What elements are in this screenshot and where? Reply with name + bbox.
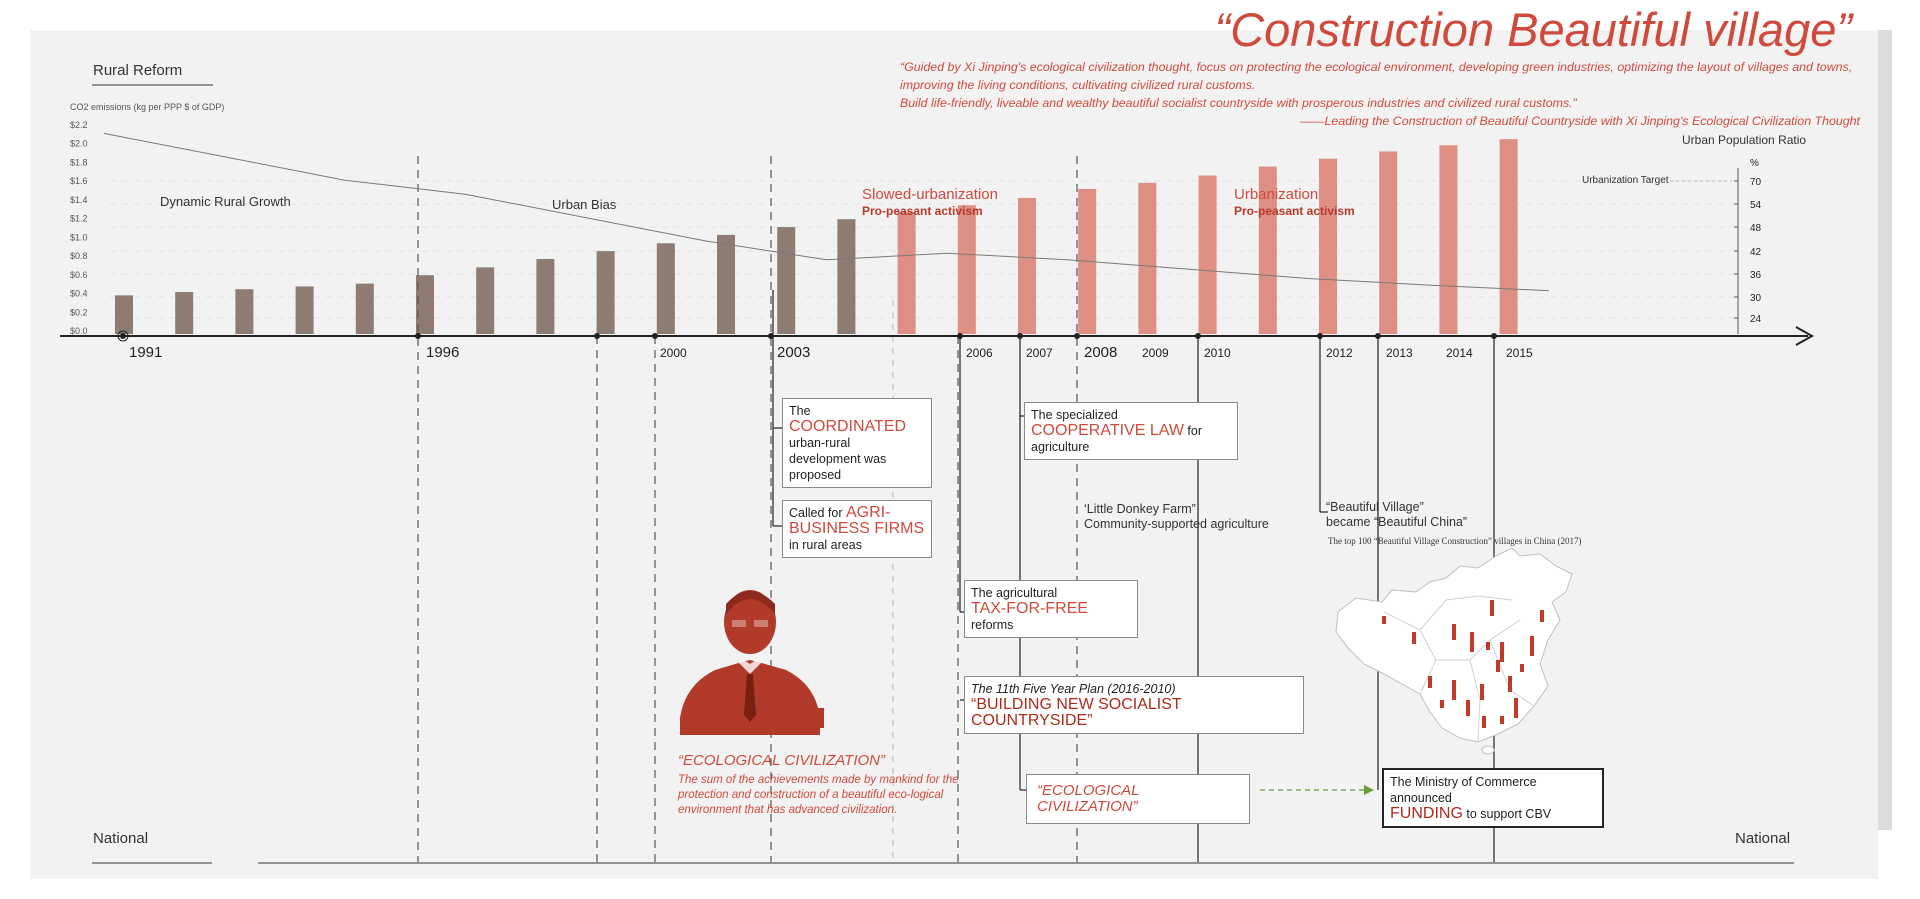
eco-caption-title: “ECOLOGICAL CIVILIZATION” (678, 752, 885, 769)
bar-2011 (1319, 159, 1337, 334)
bar-2009 (1199, 176, 1217, 334)
page-title: “Construction Beautiful village” (1214, 3, 1852, 56)
event-text: for agriculture (1031, 424, 1202, 454)
event-highlight: COOPERATIVE LAW (1031, 422, 1184, 439)
year-label-2007: 2007 (1026, 346, 1053, 360)
policy-quote (900, 58, 1860, 130)
village-marker (1500, 716, 1504, 724)
era-urbanization (1234, 186, 1355, 220)
event-text: to support CBV (1462, 807, 1552, 821)
event-text: The 11th Five Year Plan (2016-2010) (971, 682, 1176, 696)
eco-caption-description: The sum of the achievements made by mankind for the protection and construction of a beautiful eco-logical environment that has advanced civilization. (678, 774, 959, 816)
year-label-2014: 2014 (1446, 346, 1473, 360)
event-text: The specialized (1031, 408, 1118, 422)
bar-1997 (476, 267, 494, 334)
right-tick-label: 24 (1750, 314, 1762, 325)
year-label-2010: 2010 (1204, 346, 1231, 360)
village-marker (1470, 632, 1474, 652)
left-tick-label: $0.2 (70, 307, 88, 318)
event-ecological-civilization (1026, 774, 1250, 824)
left-tick-label: $1.4 (70, 194, 88, 205)
leader-portrait-icon (680, 590, 824, 735)
village-marker (1500, 642, 1504, 662)
left-tick-label: $2.2 (70, 120, 88, 130)
section-label-national-left: National (93, 830, 149, 847)
village-marker (1480, 684, 1484, 700)
event-commerce-funding (1382, 768, 1604, 828)
left-tick-label: $0.4 (70, 288, 88, 299)
bar-1996 (416, 275, 434, 334)
year-label-2006: 2006 (966, 346, 993, 360)
village-marker (1412, 632, 1416, 644)
year-label-2013: 2013 (1386, 346, 1413, 360)
eco-to-funding-arrowhead-icon (1364, 785, 1374, 795)
left-axis-label: CO2 emissions (kg per PPP $ of GDP) (70, 102, 225, 112)
bar-1995 (356, 284, 374, 334)
left-tick-label: $0.6 (70, 269, 88, 280)
year-label-2000: 2000 (660, 346, 687, 360)
bar-2004 (898, 212, 916, 334)
bar-2008 (1138, 183, 1156, 334)
village-marker (1486, 642, 1490, 650)
era-dynamic-rural-growth: Dynamic Rural Growth (160, 194, 291, 209)
event-tax-for-free (964, 580, 1138, 638)
era-slowed-urbanization (862, 186, 998, 220)
year-label-2015: 2015 (1506, 346, 1533, 360)
event-highlight: “BUILDING NEW SOCIALIST COUNTRYSIDE” (971, 696, 1182, 729)
event-little-donkey-farm (1084, 502, 1269, 532)
village-marker (1508, 676, 1512, 692)
quote-line-2: Build life-friendly, liveable and wealthy beautiful socialist countryside with prosperous industries and civilized rural customs.” (900, 96, 1577, 110)
left-tick-label: $1.2 (70, 213, 88, 224)
bar-1994 (296, 286, 314, 334)
bar-2012 (1379, 151, 1397, 334)
event-text: urban-rural development was proposed (789, 436, 887, 482)
left-tick-label: $1.8 (70, 157, 88, 168)
event-text: Called for (789, 506, 846, 520)
event-agribusiness-firms (782, 500, 932, 558)
hainan-island (1482, 746, 1494, 754)
bar-2006 (1018, 198, 1036, 334)
event-eleventh-five-year-plan (964, 676, 1304, 734)
left-tick-label: $1.6 (70, 176, 88, 187)
era-urbanization-sub: Pro-peasant activism (1234, 204, 1355, 218)
event-beautiful-village (1326, 500, 1467, 530)
village-marker (1514, 698, 1518, 718)
bar-2000 (657, 243, 675, 334)
bar-2002 (777, 227, 795, 334)
era-slowed-title: Slowed-urbanization (862, 186, 998, 203)
event-cooperative-law (1024, 402, 1238, 460)
year-label-2009: 2009 (1142, 346, 1169, 360)
bar-1998 (536, 259, 554, 334)
event-coordinated-development (782, 398, 932, 488)
bar-1993 (235, 289, 253, 334)
china-map (1336, 548, 1572, 754)
village-marker (1452, 624, 1456, 640)
village-marker (1540, 610, 1544, 622)
event-text: reforms (971, 618, 1014, 632)
year-label-1996: 1996 (426, 344, 460, 361)
right-tick-label: 42 (1750, 247, 1762, 258)
year-label-2012: 2012 (1326, 346, 1353, 360)
event-text: ‘Little Donkey Farm” (1084, 502, 1196, 516)
right-tick-label: 30 (1750, 293, 1762, 304)
year-label-1991: 1991 (129, 344, 163, 361)
right-tick-label: 36 (1750, 270, 1762, 281)
bar-1991 (115, 295, 133, 334)
event-text: The agricultural (971, 586, 1058, 600)
event-highlight: COORDINATED (789, 418, 907, 435)
bar-2003 (837, 219, 855, 334)
event-text: in rural areas (789, 538, 862, 552)
year-label-2003: 2003 (777, 344, 811, 361)
event-text: “Beautiful Village” (1326, 500, 1424, 514)
era-urbanization-title: Urbanization (1234, 186, 1319, 203)
event-highlight: TAX-FOR-FREE (971, 600, 1089, 617)
era-slowed-sub: Pro-peasant activism (862, 204, 983, 218)
right-tick-label: 70 (1750, 177, 1762, 188)
right-axis-unit: % (1750, 158, 1759, 169)
era-urban-bias: Urban Bias (552, 197, 617, 212)
event-highlight: AGRI-BUSINESS FIRMS (789, 504, 925, 537)
village-marker (1382, 616, 1386, 624)
event-text: became “Beautiful China” (1326, 515, 1468, 529)
village-marker (1466, 700, 1470, 716)
village-marker (1520, 664, 1524, 672)
left-tick-label: $1.0 (70, 232, 88, 243)
right-tick-label: 48 (1750, 223, 1762, 234)
quote-line-1: “Guided by Xi Jinping's ecological civilization thought, focus on protecting the ecological environment, developing green industries, optimizing the layout of villages and towns, improving the living conditions, cultivating civilized rural customs. (900, 60, 1853, 92)
left-tick-label: $0.0 (70, 326, 88, 336)
bar-2013 (1439, 145, 1457, 334)
bar-2005 (958, 205, 976, 334)
event-text: The Ministry of Commerce announced (1390, 775, 1537, 805)
year-label-2008: 2008 (1084, 344, 1118, 361)
village-marker (1482, 716, 1486, 728)
map-caption: The top 100 “Beautiful Village Construction” villages in China (2017) (1328, 536, 1582, 546)
quote-source: ——Leading the Construction of Beautiful Countryside with Xi Jinping's Ecological Civilization Thought (1299, 114, 1860, 128)
right-tick-label: 54 (1750, 200, 1762, 211)
bar-1992 (175, 292, 193, 334)
bar-2001 (717, 235, 735, 334)
right-axis-title: Urban Population Ratio (1682, 133, 1807, 147)
section-label-rural-reform: Rural Reform (93, 62, 183, 79)
event-text: The (789, 404, 811, 418)
left-tick-label: $2.0 (70, 138, 88, 149)
bar-2014 (1500, 139, 1518, 334)
village-marker (1428, 676, 1432, 688)
event-text: Community-supported agriculture (1084, 517, 1269, 531)
event-highlight: “ECOLOGICAL CIVILIZATION” (1037, 782, 1140, 815)
village-marker (1440, 700, 1444, 708)
village-marker (1496, 660, 1500, 672)
village-marker (1452, 680, 1456, 700)
left-tick-label: $0.8 (70, 251, 88, 262)
bar-1999 (597, 251, 615, 334)
section-label-national-right: National (1735, 830, 1791, 847)
urbanization-target-label: Urbanization Target (1582, 175, 1669, 186)
eco-civilization-caption (678, 752, 968, 818)
village-marker (1530, 636, 1534, 656)
event-highlight: FUNDING (1390, 805, 1463, 822)
village-marker (1490, 600, 1494, 616)
